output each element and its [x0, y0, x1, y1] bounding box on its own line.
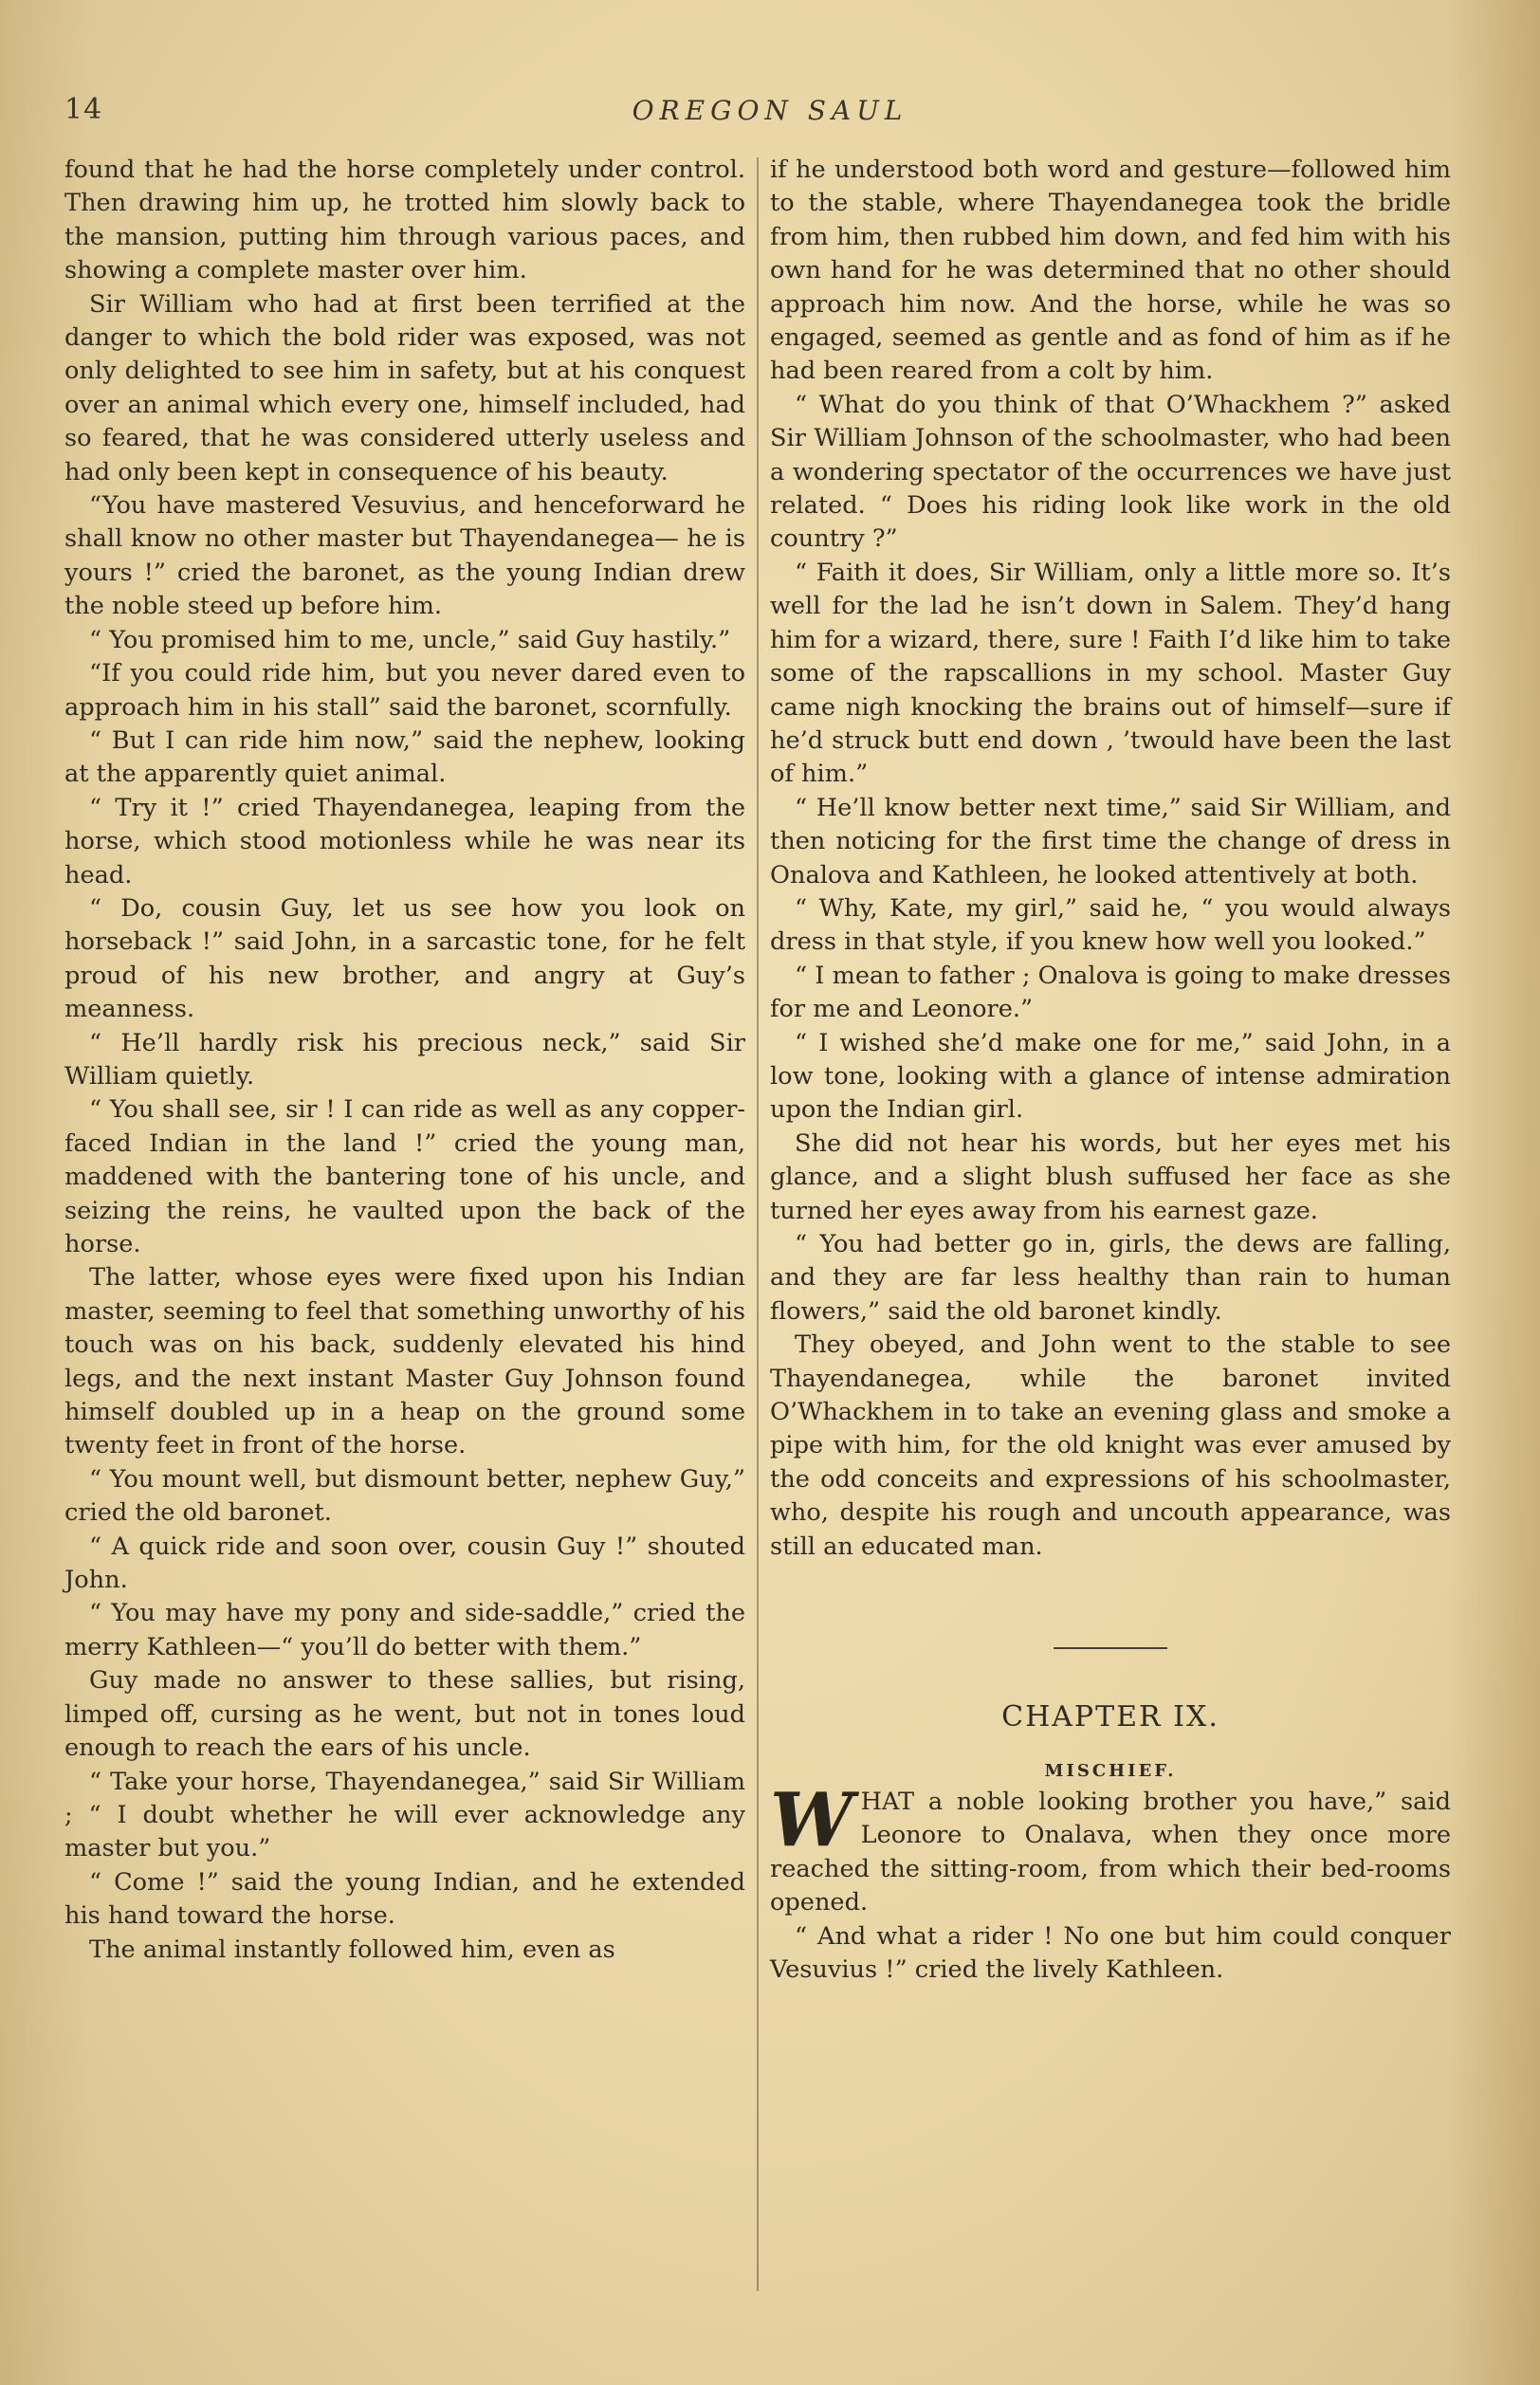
left-column: [64, 154, 745, 1967]
page-number: 14: [64, 93, 103, 126]
chapter-paragraph: “ And what a rider ! No one but him could conquer Vesuvius !” cried the lively Kathleen.: [770, 1921, 1451, 1985]
paragraph: Sir William who had at first been terrified at the danger to which the bold rider was exposed, was not only delighted to see him in safety, but at his conquest over an animal which every one, himself included, had so feared, that he was considered utterly useless and had only been kept in consequence of his beauty.: [64, 289, 745, 486]
chapter-opening-paragraph: [770, 1777, 1451, 1920]
paragraph: “ I wished she’d make one for me,” said John, in a low tone, looking with a glance of intense admiration upon the Indian girl.: [770, 1028, 1451, 1125]
paragraph: “ You had better go in, girls, the dews are falling, and they are far less healthy than rain to human flowers,” said the old baronet kindly.: [770, 1230, 1451, 1326]
paragraph: “ Take your horse, Thayendanegea,” said Sir William ; “ I doubt whether he will ever acknowledge any master but you.”: [64, 1767, 745, 1863]
paragraph: “ He’ll hardly risk his precious neck,” said Sir William quietly.: [64, 1028, 745, 1091]
paragraph: She did not hear his words, but her eyes met his glance, and a slight blush suffused her face as she turned her eyes away from his earnest gaze.: [770, 1128, 1451, 1225]
paragraph: “ I mean to father ; Onalova is going to make dresses for me and Leonore.”: [770, 961, 1451, 1024]
right-column-text: [770, 154, 1451, 1564]
chapter-subtitle: MISCHIEF.: [1044, 1761, 1177, 1782]
paragraph: “ Try it !” cried Thayendanegea, leaping from the horse, which stood motionless while he was near its head.: [64, 793, 745, 890]
paragraph: “ A quick ride and soon over, cousin Guy !” shouted John.: [64, 1532, 745, 1595]
paragraph: Guy made no answer to these sallies, but rising, limped off, cursing as he went, but not in tones loud enough to reach the ears of his uncle.: [64, 1666, 745, 1763]
paragraph: if he understood both word and gesture—followed him to the stable, where Thayendanegea took the bridle from him, then rubbed him down, and fed him with his own hand for he was determined that no other should approach him now. And the horse, while he was so engaged, seemed as gentle and as fond of him as if he had been reared from a colt by him.: [770, 156, 1451, 386]
paragraph: “ Why, Kate, my girl,” said he, “ you would always dress in that style, if you knew how well you looked.”: [770, 893, 1451, 957]
drop-cap: W: [770, 1777, 852, 1864]
paragraph: “ You shall see, sir ! I can ride as well as any copper-faced Indian in the land !” cried the young man, maddened with the bantering tone of his uncle, and seizing the reins, he vaulted upon the back of the horse.: [64, 1095, 745, 1258]
paragraph: “ You mount well, but dismount better, nephew Guy,” cried the old baronet.: [64, 1464, 745, 1528]
paragraph: “ Come !” said the young Indian, and he extended his hand toward the horse.: [64, 1867, 745, 1931]
paragraph: found that he had the horse completely under control. Then drawing him up, he trotted him slowly back to the mansion, putting him through various paces, and showing a complete master over him.: [64, 156, 745, 285]
paragraph: “You have mastered Vesuvius, and henceforward he shall know no other master but Thayendanegea— he is yours !” cried the baronet, as the young Indian drew the noble steed up before him.: [64, 491, 745, 621]
paragraph: “ You may have my pony and side-saddle,” cried the merry Kathleen—“ you’ll do better with them.”: [64, 1599, 745, 1661]
paragraph: “ Do, cousin Guy, let us see how you look on horseback !” said John, in a sarcastic tone, for he felt proud of his new brother, and angry at Guy’s meanness.: [64, 893, 745, 1024]
paragraph: “ Faith it does, Sir William, only a little more so. It’s well for the lad he isn’t down in Salem. They’d hang him for a wizard, there, sure ! Faith I’d like him to take some of the rapscallions in my school. Master Guy came nigh knocking the brains out of himself—sure if he’d struck butt end down , ’twould have been the last of him.”: [770, 558, 1451, 789]
paragraph: “If you could ride him, but you never dared even to approach him in his stall” said the baronet, scornfully.: [64, 659, 745, 722]
paragraph: They obeyed, and John went to the stable to see Thayendanegea, while the baronet invited O’Whackhem in to take an evening glass and smoke a pipe with him, for the old knight was ever amused by the odd conceits and expressions of his schoolmaster, who, despite his rough and uncouth appearance, was still an educated man.: [770, 1330, 1451, 1561]
chapter-title: CHAPTER IX.: [1001, 1700, 1219, 1734]
chapter-divider-rule: [1054, 1647, 1167, 1649]
chapter-opening-text: HAT a noble looking brother you have,” said Leonore to Onalava, when they once more reached the sitting-room, from which their bed-rooms opened.: [770, 1788, 1451, 1917]
right-column: [770, 154, 1451, 1988]
running-head: OREGON SAUL: [632, 95, 908, 126]
paragraph: The latter, whose eyes were fixed upon his Indian master, seeming to feel that something unworthy of his touch was on his back, suddenly elevated his hind legs, and the next instant Master Guy Johnson found himself doubled up in a heap on the ground some twenty feet in front of the horse.: [64, 1263, 745, 1460]
paragraph: “ What do you think of that O’Whackhem ?” asked Sir William Johnson of the schoolmaster, who had been a wondering spectator of the occurrences we have just related. “ Does his riding look like work in the old country ?”: [770, 390, 1451, 554]
paragraph: “ He’ll know better next time,” said Sir William, and then noticing for the first time the change of dress in Onalova and Kathleen, he looked attentively at both.: [770, 793, 1451, 890]
paragraph: The animal instantly followed him, even as: [89, 1935, 615, 1964]
paragraph: “ You promised him to me, uncle,” said Guy hastily.”: [89, 625, 731, 654]
column-divider: [757, 157, 759, 2291]
paragraph: “ But I can ride him now,” said the nephew, looking at the apparently quiet animal.: [64, 725, 745, 789]
